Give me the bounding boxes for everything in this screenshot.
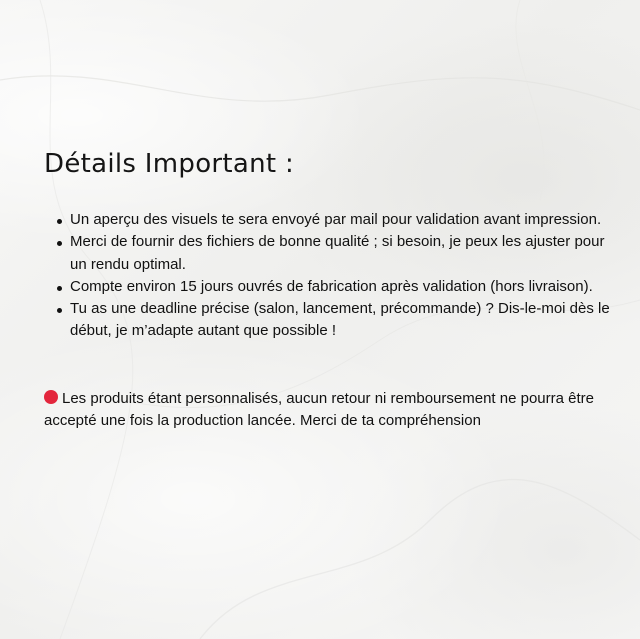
red-circle-icon bbox=[44, 390, 58, 404]
notice-text: Les produits étant personnalisés, aucun retour ni remboursement ne pourra être accepté une fois la production lancée. Merci de ta compréhension bbox=[44, 389, 594, 430]
bullet-icon bbox=[57, 241, 62, 246]
list-item-text: Tu as une deadline précise (salon, lancement, précommande) ? Dis-le-moi dès le début, je m’adapte autant que possible ! bbox=[70, 300, 610, 340]
list-item bbox=[70, 276, 616, 298]
bullet-icon bbox=[57, 219, 62, 224]
bullet-icon bbox=[57, 308, 62, 313]
page-title: Détails Important : bbox=[44, 149, 295, 179]
list-item-text: Un aperçu des visuels te sera envoyé par mail pour validation avant impression. bbox=[70, 211, 602, 228]
list-item bbox=[70, 298, 616, 343]
list-item-text: Merci de fournir des fichiers de bonne qualité ; si besoin, je peux les ajuster pour un rendu optimal. bbox=[70, 233, 605, 273]
details-list bbox=[44, 209, 616, 343]
list-item bbox=[70, 231, 616, 276]
bullet-icon bbox=[57, 286, 62, 291]
list-item bbox=[70, 209, 616, 231]
list-item-text: Compte environ 15 jours ouvrés de fabrication après validation (hors livraison). bbox=[70, 277, 593, 295]
content-block bbox=[44, 146, 616, 433]
notice-paragraph bbox=[44, 388, 616, 433]
